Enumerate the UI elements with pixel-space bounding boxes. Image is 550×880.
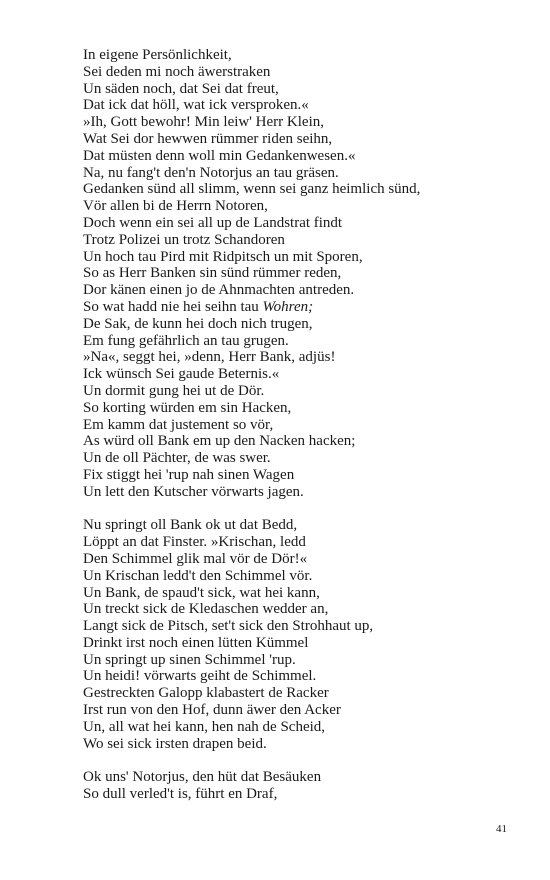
- verse-line: Un treckt sick de Kledaschen wedder an,: [83, 601, 329, 618]
- verse-line: In eigene Persönlichkeit,: [83, 47, 232, 63]
- verse-line: Sei deden mi noch äwerstraken: [83, 63, 271, 80]
- verse-line: Dat ick dat höll, wat ick versproken.«: [83, 97, 309, 114]
- verse-line: Un dormit gung hei ut de Dör.: [83, 382, 265, 399]
- verse-line: Dor känen einen jo de Ahnmachten antreden.: [83, 282, 355, 299]
- verse-line: De Sak, de kunn hei doch nich trugen,: [83, 315, 313, 332]
- verse-line: »Ih, Gott bewohr! Min leiw' Herr Klein,: [83, 114, 324, 131]
- verse-line: Wo sei sick irsten drapen beid.: [83, 735, 267, 752]
- verse-line: Un Bank, de spaud't sick, wat hei kann,: [83, 584, 320, 601]
- verse-line: Doch wenn ein sei all up de Landstrat findt: [83, 214, 343, 231]
- verse-line: Em fung gefährlich an tau grugen.: [83, 332, 289, 349]
- verse-line: Un, all wat hei kann, hen nah de Scheid,: [83, 718, 326, 735]
- verse-line: As würd oll Bank em up den Nacken hacken;: [83, 433, 356, 450]
- italic-word: Wohren;: [262, 298, 314, 315]
- verse-line: Wat Sei dor hewwen rümmer riden seihn,: [83, 130, 333, 147]
- verse-line: Nu springt oll Bank ok ut dat Bedd,: [83, 517, 298, 534]
- poem-text: [83, 47, 523, 803]
- verse-line: Un springt up sinen Schimmel 'rup.: [83, 651, 296, 668]
- verse-line: Dat müsten denn woll min Gedankenwesen.«: [83, 147, 356, 164]
- verse-line: Em kamm dat justement so vör,: [83, 416, 274, 433]
- verse-line: Un Krischan ledd't den Schimmel vör.: [83, 567, 313, 584]
- verse-line: Löppt an dat Finster. »Krischan, ledd: [83, 534, 306, 551]
- verse-line: »Na«, seggt hei, »denn, Herr Bank, adjüs!: [83, 349, 336, 366]
- verse-line: So as Herr Banken sin sünd rümmer reden,: [83, 265, 342, 282]
- stanza-1: [83, 47, 523, 501]
- verse-line: Un heidi! vörwarts geiht de Schimmel.: [83, 668, 317, 685]
- verse-line: Trotz Polizei un trotz Schandoren: [83, 231, 285, 248]
- verse-line: Na, nu fang't den'n Notorjus an tau gräsen.: [83, 164, 339, 181]
- verse-line: Fix stiggt hei 'rup nah sinen Wagen: [83, 466, 295, 483]
- page-number: 41: [496, 823, 507, 835]
- verse-line: Den Schimmel glik mal vör de Dör!«: [83, 550, 308, 567]
- verse-line: Un lett den Kutscher vörwarts jagen.: [83, 483, 304, 500]
- stanza-3: [83, 769, 523, 803]
- verse-line: Drinkt irst noch einen lütten Kümmel: [83, 634, 309, 651]
- verse-line: Un säden noch, dat Sei dat freut,: [83, 80, 279, 97]
- stanza-2: [83, 517, 523, 752]
- verse-line: Ok uns' Notorjus, den hüt dat Besäuken: [83, 769, 322, 786]
- verse-line-with-italic: [83, 299, 523, 316]
- verse-line: Langt sick de Pitsch, set't sick den Strohhaut up,: [83, 618, 374, 635]
- verse-line: So dull verled't is, führt en Draf,: [83, 786, 278, 803]
- verse-line: So korting würden em sin Hacken,: [83, 399, 292, 416]
- verse-line-text: So wat hadd nie hei seihn tau: [83, 298, 263, 315]
- verse-line: Irst run von den Hof, dunn äwer den Acker: [83, 702, 341, 719]
- verse-line: Vör allen bi de Herrn Notoren,: [83, 198, 268, 215]
- verse-line: Gedanken sünd all slimm, wenn sei ganz heimlich sünd,: [83, 181, 421, 198]
- verse-line: Un hoch tau Pird mit Ridpitsch un mit Sporen,: [83, 248, 363, 265]
- verse-line: Un de oll Pächter, de was swer.: [83, 450, 271, 467]
- verse-line: Ick wünsch Sei gaude Beternis.«: [83, 366, 280, 383]
- verse-line: Gestreckten Galopp klabastert de Racker: [83, 685, 329, 702]
